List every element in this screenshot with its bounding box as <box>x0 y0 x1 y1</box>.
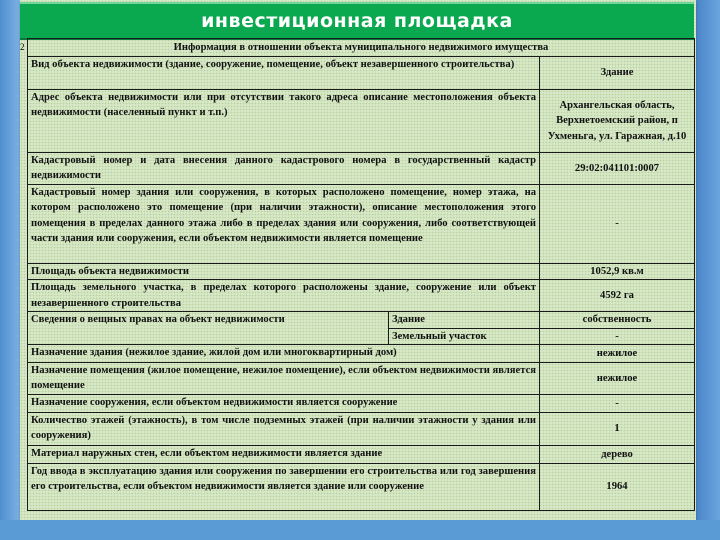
row-value-address: Архангельская область, Верхнетоемский район, п Ухменьга, ул. Гаражная, д.10 <box>540 90 695 153</box>
row-label-cadastral-number: Кадастровый номер и дата внесения данного кадастрового номера в государственный кадастр недвижимости <box>28 153 540 185</box>
row-label-floors: Количество этажей (этажность), в том числе подземных этажей (при наличии этажности у здания или сооружения) <box>28 412 540 445</box>
row-label-object-type: Вид объекта недвижимости (здание, сооружение, помещение, объект незавершенного строительства) <box>28 57 540 90</box>
row-label-land-area: Площадь земельного участка, в пределах которого расположены здание, сооружение или объект незавершенного строительства <box>28 280 540 312</box>
row-label-commission-year: Год ввода в эксплуатацию здания или сооружения по завершении его строительства или год завершения его строительства, если объектом недвижимости является здание или сооружение <box>28 463 540 510</box>
row-value-wall-material: дерево <box>540 445 695 463</box>
row-label-structure-purpose: Назначение сооружения, если объектом недвижимости является сооружение <box>28 394 540 412</box>
row-value-area: 1052,9 кв.м <box>540 264 695 280</box>
row-label-wall-material: Материал наружных стен, если объектом недвижимости является здание <box>28 445 540 463</box>
table-header: Информация в отношении объекта муниципального недвижимого имущества <box>28 39 695 57</box>
bottom-frame-band <box>0 520 720 540</box>
right-frame-strip <box>696 0 720 520</box>
row-label-premises-purpose: Назначение помещения (жилое помещение, нежилое помещение), если объектом недвижимости является помещение <box>28 362 540 394</box>
table-row <box>28 312 695 328</box>
table-row <box>28 57 695 90</box>
table-header-row <box>28 39 695 57</box>
row-value-commission-year: 1964 <box>540 463 695 510</box>
property-info-table <box>27 38 695 511</box>
row-value-building-cadastral: - <box>540 185 695 264</box>
table-row <box>28 344 695 362</box>
table-row <box>28 394 695 412</box>
table-row <box>28 90 695 153</box>
row-sublabel-land-plot: Земельный участок <box>389 328 540 344</box>
table-row <box>28 185 695 264</box>
table-row <box>28 362 695 394</box>
row-value-floors: 1 <box>540 412 695 445</box>
table-row <box>28 463 695 510</box>
table-row <box>28 153 695 185</box>
row-value-structure-purpose: - <box>540 394 695 412</box>
row-value-cadastral-number: 29:02:041101:0007 <box>540 153 695 185</box>
page-title: инвестиционная площадка <box>201 10 513 32</box>
row-label-property-rights: Сведения о вещных правах на объект недвижимости <box>28 312 389 345</box>
row-sublabel-building: Здание <box>389 312 540 328</box>
table-row <box>28 412 695 445</box>
row-value-building-rights: собственность <box>540 312 695 328</box>
row-value-premises-purpose: нежилое <box>540 362 695 394</box>
row-value-object-type: Здание <box>540 57 695 90</box>
row-label-building-cadastral: Кадастровый номер здания или сооружения, в которых расположено помещение, номер этажа, на котором расположено это помещение (при наличии этажности), описание местоположения этого помещения в пределах данного этажа либо в пределах здания или сооружения, либо соответствующей части здания или сооружения, если объектом недвижимости является помещение <box>28 185 540 264</box>
row-value-land-plot-rights: - <box>540 328 695 344</box>
row-value-building-purpose: нежилое <box>540 344 695 362</box>
row-number-fragment: 2 <box>20 42 25 52</box>
row-label-address: Адрес объекта недвижимости или при отсутствии такого адреса описание местоположения объекта недвижимости (населенный пункт и т.п.) <box>28 90 540 153</box>
row-value-land-area: 4592 га <box>540 280 695 312</box>
row-label-area: Площадь объекта недвижимости <box>28 264 540 280</box>
table-row <box>28 445 695 463</box>
row-label-building-purpose: Назначение здания (нежилое здание, жилой дом или многоквартирный дом) <box>28 344 540 362</box>
left-frame-strip <box>0 0 20 520</box>
table-row <box>28 280 695 312</box>
title-bar <box>20 2 694 40</box>
table-row <box>28 264 695 280</box>
